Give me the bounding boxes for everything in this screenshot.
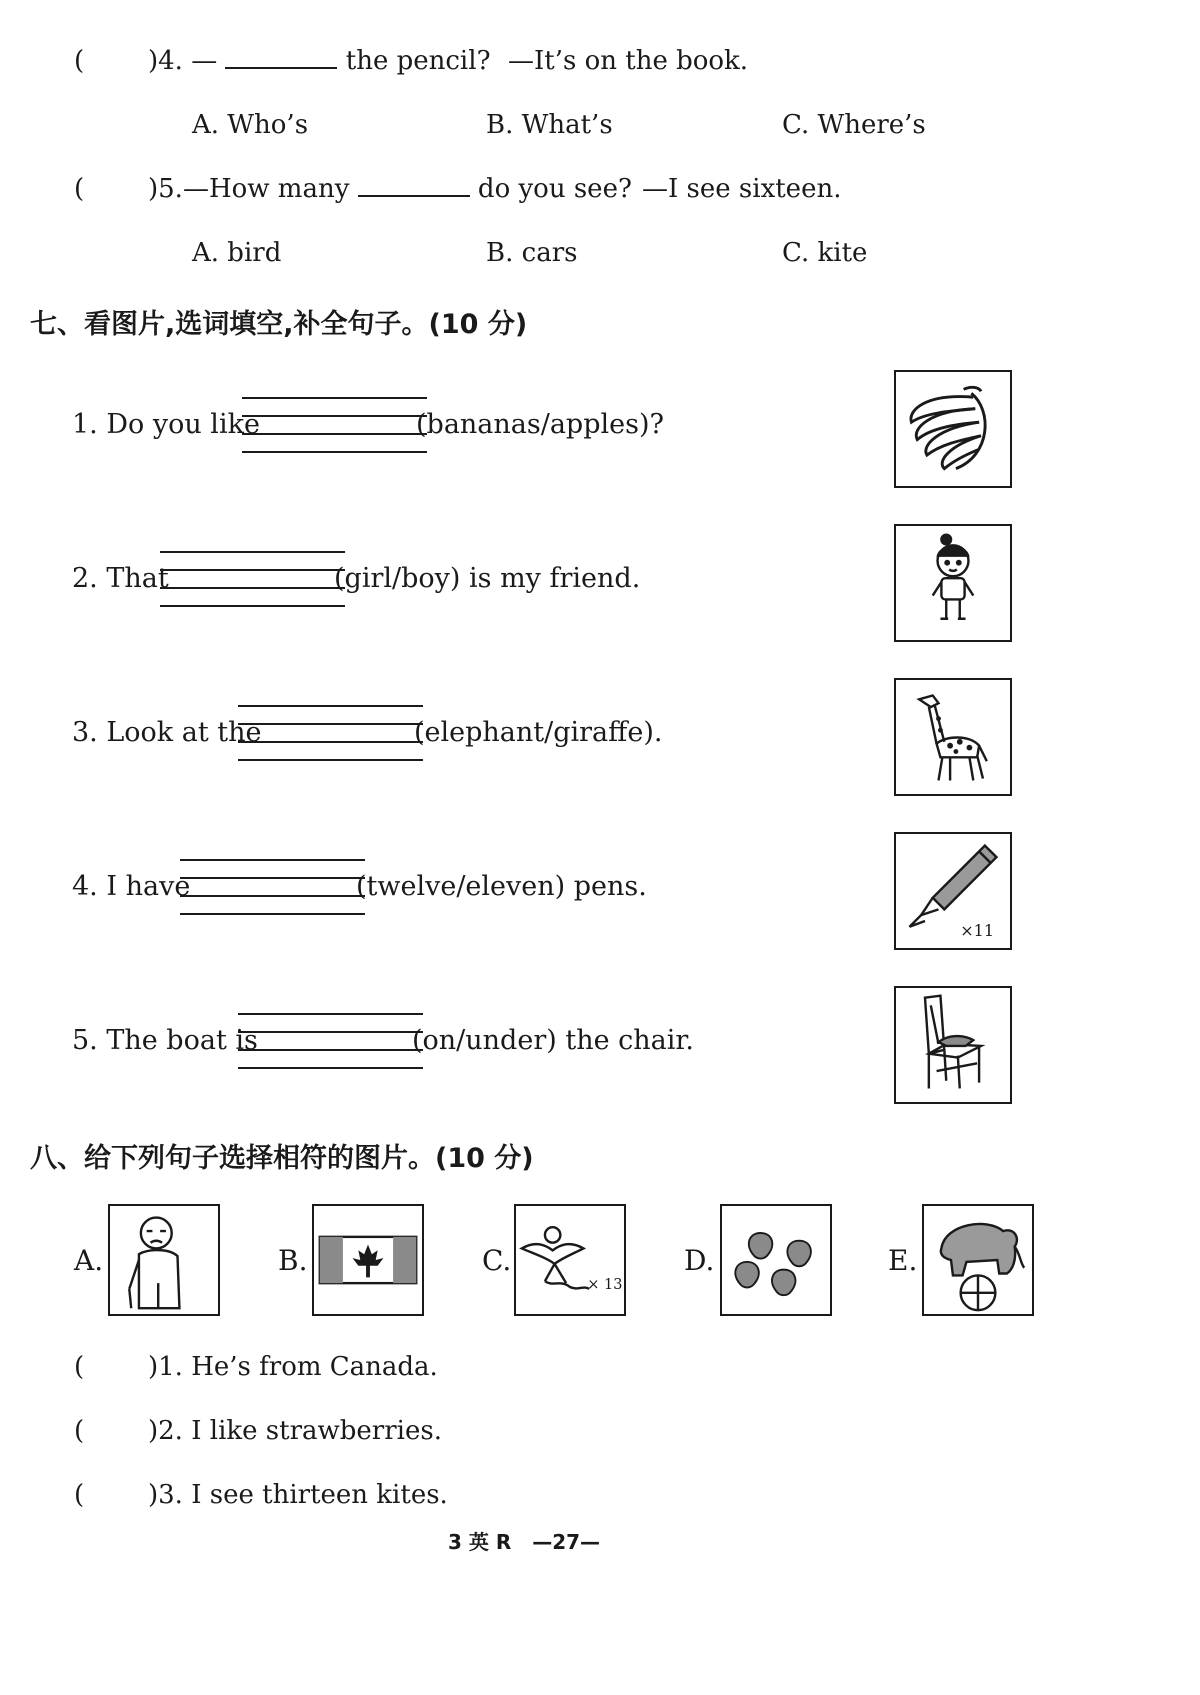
kite-count-caption: × 13 bbox=[587, 1276, 623, 1293]
chair-with-boat-icon bbox=[894, 986, 1012, 1104]
picture-label-c: C. bbox=[482, 1244, 512, 1277]
answer-text: —It’s on the book. bbox=[508, 46, 749, 76]
page-footer bbox=[448, 1526, 600, 1555]
option-c: C. kite bbox=[782, 238, 868, 268]
question-number bbox=[148, 174, 632, 204]
picture-label-b: B. bbox=[278, 1244, 308, 1277]
sentence-end: (girl/boy) is my friend. bbox=[334, 563, 641, 594]
answer-paren-open: ( bbox=[74, 174, 85, 204]
sentence-start: 4. I have bbox=[72, 871, 191, 902]
sentence-text: )2. I like strawberries. bbox=[148, 1416, 442, 1446]
question-text: do you see? bbox=[477, 174, 632, 204]
question-number-label: )4. bbox=[148, 46, 183, 76]
answer-text: —I see sixteen. bbox=[642, 174, 842, 204]
answer-paren-open: ( bbox=[74, 1416, 85, 1446]
four-line-writing-area[interactable] bbox=[180, 859, 365, 915]
question-number bbox=[148, 46, 491, 76]
four-line-writing-area[interactable] bbox=[160, 551, 345, 607]
sentence-end: (elephant/giraffe). bbox=[414, 717, 663, 748]
four-line-writing-area[interactable] bbox=[238, 705, 423, 761]
sentence-end: (on/under) the chair. bbox=[412, 1025, 694, 1056]
option-b: B. cars bbox=[486, 238, 578, 268]
pen-count-caption: ×11 bbox=[960, 921, 994, 940]
kite-icon bbox=[514, 1204, 626, 1316]
old-man-icon bbox=[108, 1204, 220, 1316]
sentence-end: (bananas/apples)? bbox=[416, 409, 664, 440]
option-a: A. Who’s bbox=[192, 110, 309, 140]
page-number: —27— bbox=[532, 1530, 601, 1554]
sentence-text: )1. He’s from Canada. bbox=[148, 1352, 438, 1382]
sentence-start: 5. The boat is bbox=[72, 1025, 258, 1056]
question-text: —How many bbox=[182, 174, 350, 204]
sentence-start: 2. That bbox=[72, 563, 169, 594]
grade-label: 3 英 R bbox=[448, 1530, 512, 1554]
option-b: B. What’s bbox=[486, 110, 613, 140]
bananas-icon bbox=[894, 370, 1012, 488]
option-a: A. bird bbox=[192, 238, 282, 268]
sentence-text: )3. I see thirteen kites. bbox=[148, 1480, 448, 1510]
pen-icon bbox=[894, 832, 1012, 950]
sentence-start: 3. Look at the bbox=[72, 717, 262, 748]
picture-label-e: E. bbox=[888, 1244, 918, 1277]
question-text: the pencil? bbox=[345, 46, 491, 76]
giraffe-icon bbox=[894, 678, 1012, 796]
elephant-on-ball-icon bbox=[922, 1204, 1034, 1316]
picture-label-d: D. bbox=[684, 1244, 715, 1277]
fill-blank[interactable] bbox=[358, 195, 470, 197]
section-7-title: 七、看图片,选词填空,补全句子。(10 分) bbox=[30, 309, 528, 340]
section-8-title: 八、给下列句子选择相符的图片。(10 分) bbox=[30, 1143, 534, 1174]
sentence-end: (twelve/eleven) pens. bbox=[356, 871, 647, 902]
sentence-start: 1. Do you like bbox=[72, 409, 260, 440]
girl-icon bbox=[894, 524, 1012, 642]
canada-flag-icon bbox=[312, 1204, 424, 1316]
question-number-label: )5. bbox=[148, 174, 183, 204]
option-c: C. Where’s bbox=[782, 110, 926, 140]
four-line-writing-area[interactable] bbox=[238, 1013, 423, 1069]
answer-paren-open: ( bbox=[74, 1480, 85, 1510]
answer-paren-open: ( bbox=[74, 1352, 85, 1382]
four-line-writing-area[interactable] bbox=[242, 397, 427, 453]
fill-blank[interactable] bbox=[225, 67, 337, 69]
answer-paren-open: ( bbox=[74, 46, 85, 76]
picture-label-a: A. bbox=[74, 1244, 104, 1277]
dash: — bbox=[191, 46, 218, 76]
strawberries-icon bbox=[720, 1204, 832, 1316]
